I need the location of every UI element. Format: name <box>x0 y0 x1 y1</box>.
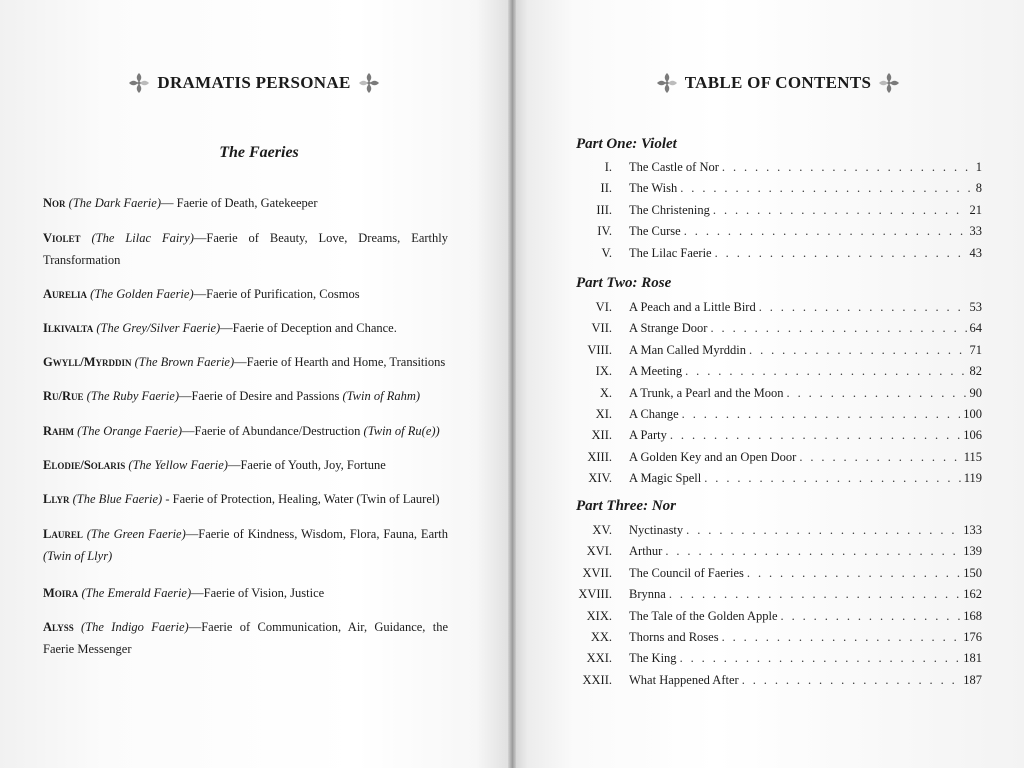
dot-leader <box>680 178 973 199</box>
toc-entry[interactable] <box>560 297 982 318</box>
chapter-title: A Change <box>629 407 679 421</box>
persona-description: —Faerie of Youth, Joy, Fortune <box>227 458 386 472</box>
dot-leader <box>713 200 967 221</box>
persona-entry <box>43 192 448 214</box>
chapter-entry <box>629 670 982 691</box>
chapter-title: A Party <box>629 428 667 443</box>
persona-name: Rahm <box>43 424 75 438</box>
persona-description: —Faerie of Beauty, Love, Dreams, Earthly Transformation <box>43 231 449 267</box>
dot-leader <box>684 221 967 242</box>
dot-leader <box>787 383 967 404</box>
dot-leader <box>742 670 961 691</box>
persona-description: —Faerie of Deception and Chance. <box>220 321 397 335</box>
persona-note: (Twin of Llyr) <box>43 549 113 563</box>
persona-epithet: (The Brown Faerie) <box>134 355 235 369</box>
persona-entry <box>43 523 448 567</box>
persona-entry <box>43 582 448 604</box>
persona-description: - Faerie of Protection, Healing, Water (Twin of Laurel) <box>162 492 440 506</box>
chapter-entry <box>629 178 982 199</box>
dot-leader <box>682 404 961 425</box>
chapter-page-number: 90 <box>969 385 982 400</box>
persona-name: Aurelia <box>43 287 88 301</box>
toc-entry[interactable] <box>560 520 982 541</box>
chapter-number: XIX. <box>586 608 612 623</box>
chapter-page-number: 43 <box>969 245 982 260</box>
persona-entry <box>43 420 448 442</box>
chapter-number: IX. <box>595 364 612 379</box>
chapter-entry <box>629 584 982 605</box>
persona-description: —Faerie of Hearth and Home, Transitions <box>234 355 446 369</box>
persona-entry <box>43 616 448 660</box>
chapter-number: XVI. <box>586 544 612 559</box>
chapter-page-number: 71 <box>969 342 982 357</box>
chapter-title: A Magic Spell <box>629 471 702 486</box>
chapter-number: V. <box>601 245 612 260</box>
chapter-entry <box>629 425 982 446</box>
toc-entry[interactable] <box>560 606 982 627</box>
chapter-page-number: 162 <box>963 587 982 602</box>
persona-name: Ilkivalta <box>43 321 94 335</box>
chapter-entry <box>629 648 982 669</box>
toc-entry[interactable] <box>560 584 982 605</box>
persona-description: —Faerie of Abundance/Destruction <box>182 424 364 438</box>
dot-leader <box>759 297 967 318</box>
chapter-entry <box>629 361 982 382</box>
chapter-entry <box>629 243 982 264</box>
chapter-number: I. <box>604 160 612 174</box>
persona-name: Violet <box>43 231 81 245</box>
persona-name: Gwyll/Myrddin <box>43 355 132 369</box>
section-title: The Faeries <box>219 144 299 161</box>
fleuron-icon <box>127 71 151 95</box>
persona-epithet: (The Emerald Faerie) <box>81 586 192 600</box>
toc-entry[interactable] <box>560 243 982 264</box>
toc-entry[interactable] <box>560 627 982 648</box>
chapter-number: XXII. <box>582 672 612 687</box>
persona-epithet: (The Green Faerie) <box>86 527 186 541</box>
chapter-entry <box>629 541 982 562</box>
chapter-page-number: 64 <box>969 321 982 336</box>
chapter-page-number: 176 <box>963 630 982 644</box>
chapter-number: XX. <box>590 630 612 644</box>
dot-leader <box>749 340 966 361</box>
chapter-number: XV. <box>592 523 612 537</box>
chapter-page-number: 115 <box>963 449 982 464</box>
toc-entry[interactable] <box>560 425 982 446</box>
dot-leader <box>710 318 966 339</box>
chapter-page-number: 100 <box>963 407 982 421</box>
chapter-title: Nyctinasty <box>629 523 684 537</box>
part-title: Part Two: Rose <box>576 275 672 291</box>
chapter-page-number: 8 <box>975 181 982 196</box>
persona-name: Laurel <box>43 527 83 541</box>
toc-entry[interactable] <box>560 178 982 199</box>
chapter-page-number: 133 <box>963 523 982 537</box>
persona-epithet: (The Blue Faerie) <box>72 492 163 506</box>
dot-leader <box>781 606 961 627</box>
chapter-entry <box>629 221 982 242</box>
toc-entry[interactable] <box>560 670 982 691</box>
chapter-entry <box>629 627 982 648</box>
chapter-title: The Wish <box>629 181 678 196</box>
fleuron-icon <box>655 71 679 95</box>
chapter-number: VII. <box>591 321 612 336</box>
chapter-page-number: 33 <box>969 224 982 239</box>
chapter-page-number: 106 <box>963 428 982 443</box>
chapter-number: XXI. <box>586 651 612 666</box>
persona-entry <box>43 488 448 510</box>
chapter-entry <box>629 340 982 361</box>
chapter-number: XVII. <box>582 565 612 580</box>
chapter-number: II. <box>600 181 612 196</box>
toc-entry[interactable] <box>560 563 982 584</box>
persona-entry <box>43 227 448 271</box>
persona-epithet: (The Indigo Faerie) <box>81 620 189 634</box>
persona-name: Elodie/Solaris <box>43 458 126 472</box>
persona-name: Llyr <box>43 492 70 506</box>
toc-entry[interactable] <box>560 361 982 382</box>
part-title: Part Three: Nor <box>576 498 676 514</box>
chapter-number: VI. <box>595 300 612 314</box>
persona-epithet: (The Yellow Faerie) <box>128 458 228 472</box>
chapter-entry <box>629 404 982 425</box>
chapter-title: The Tale of the Golden Apple <box>629 608 778 623</box>
chapter-page-number: 21 <box>969 202 982 217</box>
persona-epithet: (The Ruby Faerie) <box>86 389 179 403</box>
chapter-entry <box>629 447 982 468</box>
persona-description: —Faerie of Vision, Justice <box>191 586 325 600</box>
persona-entry <box>43 385 448 407</box>
chapter-title: A Peach and a Little Bird <box>629 300 756 314</box>
part-title: Part One: Violet <box>576 136 677 152</box>
persona-entry <box>43 351 448 373</box>
chapter-page-number: 119 <box>963 471 982 486</box>
persona-epithet: (The Grey/Silver Faerie) <box>96 321 221 335</box>
chapter-title: The Castle of Nor <box>629 160 719 174</box>
dot-leader <box>685 361 966 382</box>
persona-description: —Faerie of Desire and Passions <box>178 389 343 403</box>
persona-entry <box>43 283 448 305</box>
persona-name: Moira <box>43 586 79 600</box>
toc-entry[interactable] <box>560 318 982 339</box>
dot-leader <box>670 425 960 446</box>
chapter-entry <box>629 297 982 318</box>
chapter-entry <box>629 200 982 221</box>
toc-entry[interactable] <box>560 468 982 489</box>
chapter-title: The Curse <box>629 224 681 239</box>
chapter-entry <box>629 318 982 339</box>
chapter-page-number: 150 <box>963 565 982 580</box>
chapter-number: III. <box>596 202 612 217</box>
chapter-title: What Happened After <box>629 672 739 687</box>
chapter-page-number: 181 <box>963 651 982 666</box>
toc-entry[interactable] <box>560 541 982 562</box>
chapter-title: A Golden Key and an Open Door <box>629 449 797 464</box>
toc-entry[interactable] <box>560 157 982 178</box>
dot-leader <box>669 584 960 605</box>
chapter-number: VIII. <box>587 342 612 357</box>
chapter-title: The Lilac Faerie <box>629 245 712 260</box>
persona-name: Ru/Rue <box>43 389 84 403</box>
chapter-entry <box>629 520 982 541</box>
toc-entry[interactable] <box>560 383 982 404</box>
toc-entry[interactable] <box>560 221 982 242</box>
chapter-number: XIV. <box>588 471 612 486</box>
page-heading-text: TABLE OF CONTENTS <box>684 73 872 92</box>
dot-leader <box>722 627 961 648</box>
persona-name: Alyss <box>43 620 74 634</box>
chapter-title: A Man Called Myrddin <box>629 342 747 357</box>
dot-leader <box>715 243 967 264</box>
fleuron-icon <box>877 71 901 95</box>
persona-epithet: (The Lilac Fairy) <box>91 231 194 245</box>
chapter-title: The Council of Faeries <box>629 565 744 580</box>
chapter-title: Thorns and Roses <box>629 630 719 644</box>
persona-entry <box>43 317 448 339</box>
chapter-page-number: 82 <box>969 364 982 379</box>
persona-description: —Faerie of Kindness, Wisdom, Flora, Fauna, Earth <box>185 527 449 541</box>
persona-epithet: (The Golden Faerie) <box>90 287 194 301</box>
chapter-page-number: 139 <box>963 544 982 559</box>
chapter-number: XII. <box>591 428 612 443</box>
table-of-contents-heading <box>632 68 924 98</box>
chapter-page-number: 53 <box>969 300 982 314</box>
toc-entry[interactable] <box>560 340 982 361</box>
dot-leader <box>799 447 960 468</box>
toc-entry[interactable] <box>560 404 982 425</box>
chapter-title: The Christening <box>629 202 710 217</box>
page-heading-text: DRAMATIS PERSONAE <box>157 73 351 92</box>
dot-leader <box>680 648 961 669</box>
chapter-page-number: 1 <box>975 160 982 174</box>
persona-epithet: (The Dark Faerie) <box>68 196 161 210</box>
dot-leader <box>722 157 973 178</box>
chapter-entry <box>629 383 982 404</box>
chapter-title: The King <box>629 651 677 666</box>
chapter-entry <box>629 157 982 178</box>
chapter-number: IV. <box>597 224 612 239</box>
toc-entry[interactable] <box>560 200 982 221</box>
chapter-page-number: 187 <box>963 672 982 687</box>
toc-entry[interactable] <box>560 447 982 468</box>
chapter-title: A Trunk, a Pearl and the Moon <box>629 385 784 400</box>
chapter-title: A Strange Door <box>629 321 708 336</box>
persona-epithet: (The Orange Faerie) <box>77 424 182 438</box>
book-spine <box>508 0 516 768</box>
chapter-title: Brynna <box>629 587 666 602</box>
dramatis-personae-heading <box>110 68 398 98</box>
dot-leader <box>747 563 960 584</box>
fleuron-icon <box>357 71 381 95</box>
chapter-number: X. <box>599 385 612 400</box>
chapter-title: Arthur <box>629 544 663 559</box>
chapter-entry <box>629 606 982 627</box>
persona-description: —Faerie of Communication, Air, Guidance, the Faerie Messenger <box>43 620 449 656</box>
persona-description: — Faerie of Death, Gatekeeper <box>161 196 318 210</box>
persona-description: —Faerie of Purification, Cosmos <box>193 287 360 301</box>
chapter-entry <box>629 468 982 489</box>
chapter-number: XI. <box>595 407 612 421</box>
persona-note: (Twin of Rahm) <box>342 389 421 403</box>
chapter-entry <box>629 563 982 584</box>
dot-leader <box>665 541 960 562</box>
persona-note: (Twin of Ru(e)) <box>363 424 440 438</box>
dot-leader <box>704 468 960 489</box>
chapter-number: XVIII. <box>578 587 612 602</box>
chapter-page-number: 168 <box>963 608 982 623</box>
chapter-number: XIII. <box>587 449 612 464</box>
dot-leader <box>686 520 960 541</box>
toc-entry[interactable] <box>560 648 982 669</box>
persona-entry <box>43 454 448 476</box>
persona-name: Nor <box>43 196 66 210</box>
chapter-title: A Meeting <box>629 364 683 379</box>
